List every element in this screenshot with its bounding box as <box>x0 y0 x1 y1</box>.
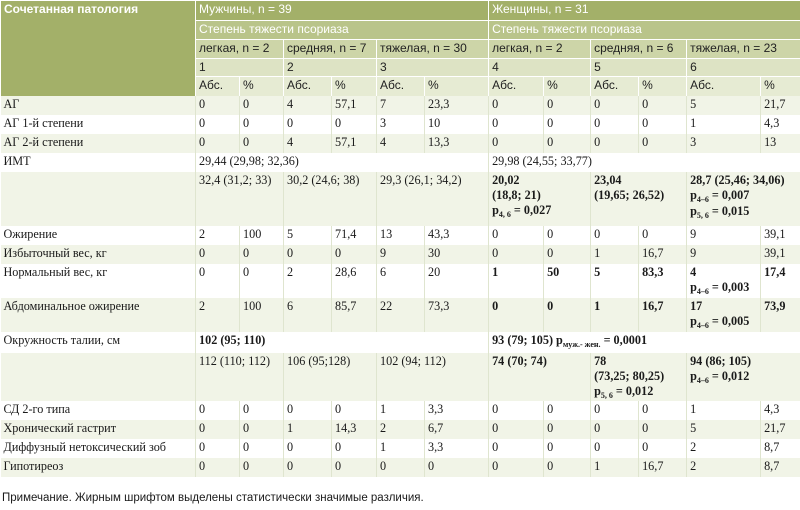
cell: 0 <box>639 401 687 420</box>
cell: 0 <box>544 245 591 264</box>
row-label: Диффузный нетоксический зоб <box>1 439 196 458</box>
cell: 85,7 <box>332 298 377 332</box>
cell: 0 <box>284 115 332 134</box>
cell: 6 <box>284 298 332 332</box>
cell: 14,3 <box>332 420 377 439</box>
table-row <box>1 439 800 458</box>
cell: 0 <box>332 439 377 458</box>
cell: 0 <box>639 439 687 458</box>
cell: 0 <box>639 420 687 439</box>
cell: 57,1 <box>332 96 377 115</box>
table-row <box>1 401 800 420</box>
cell: 0 <box>240 264 284 298</box>
cell: 0 <box>196 401 240 420</box>
cell: 0 <box>591 439 639 458</box>
row-label: Гипотиреоз <box>1 458 196 477</box>
cell: 43,3 <box>425 226 489 245</box>
table-row <box>1 353 800 401</box>
cell: 6,7 <box>425 420 489 439</box>
imt-group-6: 28,7 (25,46; 34,06) $p_{4-6} = 0,007$ $p_{5, 6} = 0,015$ <box>687 172 800 226</box>
imt-group-3: 29,3 (26,1; 34,2) <box>377 172 489 226</box>
cell: 57,1 <box>332 134 377 153</box>
cell: 0 <box>639 134 687 153</box>
header-pct: % <box>639 77 687 96</box>
header-men: Мужчины, n = 39 <box>196 1 489 21</box>
cell: 0 <box>591 115 639 134</box>
cell: 28,6 <box>332 264 377 298</box>
cell: 3 <box>687 134 761 153</box>
cell: 0 <box>489 96 544 115</box>
cell: 0 <box>544 226 591 245</box>
cell: 1 <box>489 264 544 298</box>
header-abs: Абс. <box>284 77 332 96</box>
table-footnote: Примечание. Жирным шрифтом выделены статистически значимые различия. <box>2 492 424 504</box>
cell: 2 <box>196 226 240 245</box>
cell: 1 <box>591 458 639 477</box>
cell: 0 <box>425 458 489 477</box>
row-label: Избыточный вес, кг <box>1 245 196 264</box>
header-abs: Абс. <box>687 77 761 96</box>
header-pct: % <box>425 77 489 96</box>
cell: 2 <box>377 420 425 439</box>
cell: 4 $p_{4-6} = 0,003$ <box>687 264 761 298</box>
cell: 1 <box>377 401 425 420</box>
table-row <box>1 96 800 115</box>
cell: 22 <box>377 298 425 332</box>
cell: 13 <box>761 134 800 153</box>
cell: 0 <box>196 96 240 115</box>
table-row <box>1 134 800 153</box>
cell: 1 <box>377 439 425 458</box>
cell: 2 <box>687 458 761 477</box>
cell: 0 <box>240 96 284 115</box>
imt-women-total: 29,98 (24,55; 33,77) <box>489 153 800 172</box>
header-group-5: средняя, n = 6 <box>591 40 687 59</box>
cell: 3,3 <box>425 439 489 458</box>
cell: 0 <box>240 458 284 477</box>
cell: 7 <box>377 96 425 115</box>
cell: 83,3 <box>639 264 687 298</box>
cell: 0 <box>240 134 284 153</box>
cell: 5 <box>687 420 761 439</box>
header-pathology: Сочетанная патология <box>1 1 196 96</box>
cell: 8,7 <box>761 439 800 458</box>
cell: 0 <box>240 420 284 439</box>
header-pct: % <box>240 77 284 96</box>
table-row <box>1 245 800 264</box>
cell: 9 <box>687 226 761 245</box>
cell: 0 <box>489 115 544 134</box>
cell: 16,7 <box>639 458 687 477</box>
header-women: Женщины, n = 31 <box>489 1 800 21</box>
cell: 0 <box>639 226 687 245</box>
imt-group-1: 32,4 (31,2; 33) <box>196 172 284 226</box>
header-num-5: 5 <box>591 59 687 77</box>
cell: 73,3 <box>425 298 489 332</box>
cell: 4 <box>284 134 332 153</box>
cell: 13 <box>377 226 425 245</box>
header-pct: % <box>761 77 800 96</box>
header-group-2: средняя, n = 7 <box>284 40 377 59</box>
cell: 0 <box>196 420 240 439</box>
header-men-severity: Степень тяжести псориаза <box>196 21 489 40</box>
cell: 0 <box>240 115 284 134</box>
table-row <box>1 458 800 477</box>
header-abs: Абс. <box>377 77 425 96</box>
row-label: Ожирение <box>1 226 196 245</box>
cell: 0 <box>489 420 544 439</box>
imt-group-2: 30,2 (24,6; 38) <box>284 172 377 226</box>
imt-men-total: 29,44 (29,98; 32,36) <box>196 153 489 172</box>
cell: 0 <box>591 401 639 420</box>
waist-group-6: 94 (86; 105) $p_{4-6} = 0,012$ <box>687 353 800 401</box>
cell: 2 <box>196 298 240 332</box>
cell: 0 <box>284 401 332 420</box>
waist-women-total: 93 (79; 105) $p_{муж.- жен.} = 0,0001$ <box>489 332 800 353</box>
cell: 16,7 <box>639 298 687 332</box>
cell: 0 <box>332 115 377 134</box>
table-row <box>1 332 800 353</box>
table-row <box>1 226 800 245</box>
cell: 0 <box>489 226 544 245</box>
cell: 5 <box>591 264 639 298</box>
cell: 71,4 <box>332 226 377 245</box>
cell: 0 <box>332 458 377 477</box>
cell: 73,9 <box>761 298 800 332</box>
cell: 0 <box>544 458 591 477</box>
table-row <box>1 172 800 226</box>
row-label: АГ 2-й степени <box>1 134 196 153</box>
cell: 0 <box>240 439 284 458</box>
cell: 0 <box>196 245 240 264</box>
cell: 21,7 <box>761 420 800 439</box>
cell: 4,3 <box>761 115 800 134</box>
cell: 4 <box>284 96 332 115</box>
row-label: Абдоминальное ожирение <box>1 298 196 332</box>
cell: 0 <box>489 245 544 264</box>
cell: 39,1 <box>761 245 800 264</box>
cell: 10 <box>425 115 489 134</box>
cell: 39,1 <box>761 226 800 245</box>
row-label: СД 2-го типа <box>1 401 196 420</box>
header-pct: % <box>332 77 377 96</box>
cell: 0 <box>591 134 639 153</box>
waist-group-4: 74 (70; 74) <box>489 353 591 401</box>
cell: 0 <box>332 245 377 264</box>
cell: 17 $p_{4-6} = 0,005$ <box>687 298 761 332</box>
cell: 4 <box>377 134 425 153</box>
header-abs: Абс. <box>591 77 639 96</box>
cell: 1 <box>687 401 761 420</box>
cell: 30 <box>425 245 489 264</box>
cell: 0 <box>544 298 591 332</box>
cell: 100 <box>240 226 284 245</box>
header-num-2: 2 <box>284 59 377 77</box>
table-row <box>1 115 800 134</box>
row-label-empty <box>1 353 196 401</box>
cell: 3 <box>377 115 425 134</box>
cell: 4,3 <box>761 401 800 420</box>
cell: 1 <box>591 298 639 332</box>
cell: 21,7 <box>761 96 800 115</box>
cell: 0 <box>284 439 332 458</box>
row-label: ИМТ <box>1 153 196 172</box>
cell: 0 <box>196 458 240 477</box>
header-num-1: 1 <box>196 59 284 77</box>
cell: 0 <box>240 401 284 420</box>
cell: 0 <box>284 245 332 264</box>
header-abs: Абс. <box>489 77 544 96</box>
header-group-3: тяжелая, n = 30 <box>377 40 489 59</box>
header-group-4: легкая, n = 2 <box>489 40 591 59</box>
table-row <box>1 298 800 332</box>
cell: 0 <box>196 115 240 134</box>
table-row <box>1 153 800 172</box>
waist-group-2: 106 (95;128) <box>284 353 377 401</box>
cell: 16,7 <box>639 245 687 264</box>
cell: 0 <box>544 134 591 153</box>
cell: 0 <box>377 458 425 477</box>
waist-group-5: 78 (73,25; 80,25) $p_{5, 6} = 0,012$ <box>591 353 687 401</box>
cell: 0 <box>544 401 591 420</box>
cell: 1 <box>687 115 761 134</box>
cell: 17,4 <box>761 264 800 298</box>
cell: 0 <box>196 134 240 153</box>
cell: 0 <box>196 264 240 298</box>
cell: 23,3 <box>425 96 489 115</box>
cell: 0 <box>332 401 377 420</box>
header-pct: % <box>544 77 591 96</box>
cell: 0 <box>591 96 639 115</box>
row-label: АГ 1-й степени <box>1 115 196 134</box>
table-row <box>1 420 800 439</box>
table-header <box>1 1 800 96</box>
cell: 6 <box>377 264 425 298</box>
cell: 20 <box>425 264 489 298</box>
header-num-3: 3 <box>377 59 489 77</box>
cell: 9 <box>687 245 761 264</box>
cell: 0 <box>489 401 544 420</box>
cell: 100 <box>240 298 284 332</box>
header-abs: Абс. <box>196 77 240 96</box>
cell: 0 <box>544 96 591 115</box>
cell: 5 <box>687 96 761 115</box>
table-row <box>1 264 800 298</box>
waist-men-total: 102 (95; 110) <box>196 332 489 353</box>
header-num-6: 6 <box>687 59 800 77</box>
cell: 1 <box>284 420 332 439</box>
cell: 0 <box>639 96 687 115</box>
cell: 0 <box>489 458 544 477</box>
cell: 3,3 <box>425 401 489 420</box>
cell: 1 <box>591 245 639 264</box>
header-group-1: легкая, n = 2 <box>196 40 284 59</box>
row-label: Нормальный вес, кг <box>1 264 196 298</box>
cell: 50 <box>544 264 591 298</box>
cell: 8,7 <box>761 458 800 477</box>
cell: 0 <box>196 439 240 458</box>
cell: 0 <box>284 458 332 477</box>
row-label: Хронический гастрит <box>1 420 196 439</box>
header-num-4: 4 <box>489 59 591 77</box>
header-group-6: тяжелая, n = 23 <box>687 40 800 59</box>
row-label-empty <box>1 172 196 226</box>
cell: 0 <box>591 420 639 439</box>
cell: 2 <box>284 264 332 298</box>
waist-group-1: 112 (110; 112) <box>196 353 284 401</box>
imt-group-5: 23,04 (19,65; 26,52) <box>591 172 687 226</box>
table-body <box>1 96 800 477</box>
cell: 5 <box>284 226 332 245</box>
cell: 0 <box>591 226 639 245</box>
header-women-severity: Степень тяжести псориаза <box>489 21 800 40</box>
cell: 0 <box>240 245 284 264</box>
row-label: АГ <box>1 96 196 115</box>
waist-group-3: 102 (94; 112) <box>377 353 489 401</box>
cell: 9 <box>377 245 425 264</box>
cell: 0 <box>639 115 687 134</box>
cell: 0 <box>544 420 591 439</box>
imt-group-4: 20,02 (18,8; 21) $p_{4, 6} = 0,027$ <box>489 172 591 226</box>
cell: 0 <box>544 115 591 134</box>
cell: 13,3 <box>425 134 489 153</box>
cell: 2 <box>687 439 761 458</box>
cell: 0 <box>544 439 591 458</box>
row-label: Окружность талии, см <box>1 332 196 353</box>
cell: 0 <box>489 439 544 458</box>
cell: 0 <box>489 298 544 332</box>
cell: 0 <box>489 134 544 153</box>
